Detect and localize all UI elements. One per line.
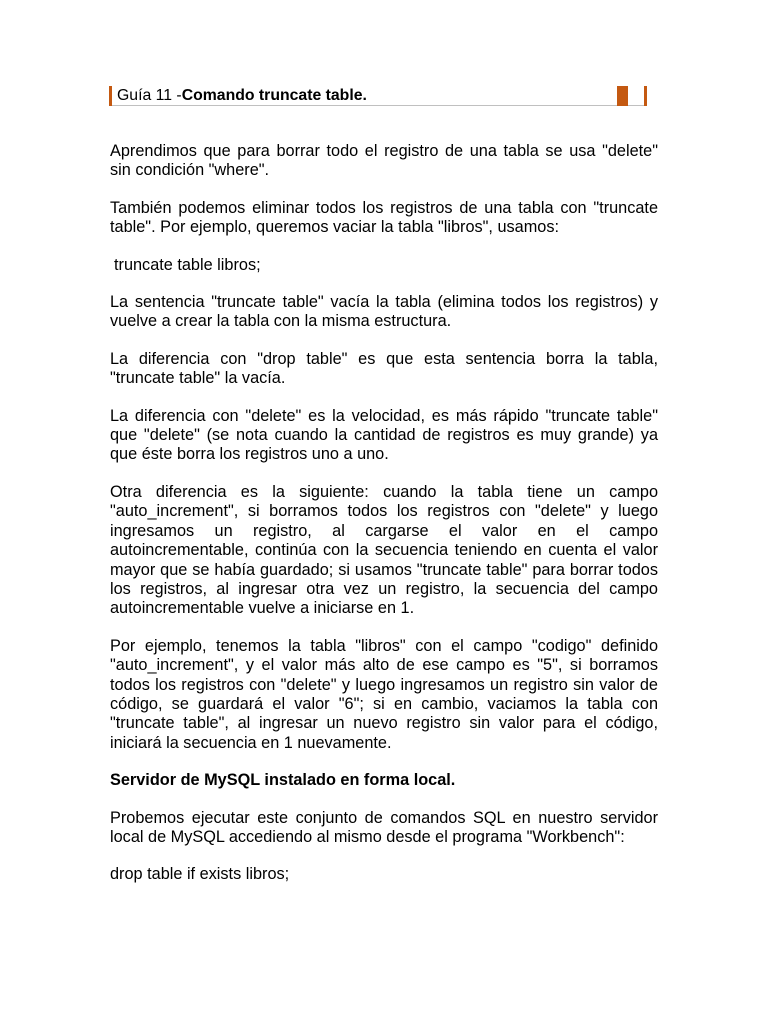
title-prefix: Guía 11 - (117, 87, 182, 104)
paragraph-example: Por ejemplo, tenemos la tabla "libros" con el campo "codigo" definido "auto_increment", y el valor más alto de ese campo es "5", si borramos todos los registros con "delete" y luego ingresamos un registro sin valor de código, se guardará el valor "6"; si en cambio, vaciamos la tabla con "truncate table", al ingresar un nuevo registro sin valor para el código, iniciará la secuencia en 1 nuevamente. (110, 636, 658, 752)
paragraph-truncate-description: La sentencia "truncate table" vacía la tabla (elimina todos los registros) y vuelve a crear la tabla con la misma estructura. (110, 293, 658, 331)
header-left-mark (109, 86, 112, 106)
page-header (109, 86, 649, 106)
section-heading-mysql: Servidor de MySQL instalado en forma local. (110, 771, 456, 790)
paragraph-drop-difference: La diferencia con "drop table" es que esta sentencia borra la tabla, "truncate table" la vacía. (110, 349, 658, 388)
document-body (110, 142, 658, 903)
code-truncate-example: truncate table libros; (114, 255, 261, 274)
paragraph-truncate-intro: También podemos eliminar todos los registros de una tabla con "truncate table". Por ejemplo, queremos vaciar la tabla "libros", usamos: (110, 198, 658, 237)
paragraph-workbench: Probemos ejecutar este conjunto de comandos SQL en nuestro servidor local de MySQL accediendo al mismo desde el programa "Workbench": (110, 808, 658, 846)
title-bold: Comando truncate table. (181, 87, 367, 104)
paragraph-auto-increment: Otra diferencia es la siguiente: cuando la tabla tiene un campo "auto_increment", si borramos todos los registros con "delete" y luego ingresamos un registro, al cargarse el valor en el campo autoincrementable, continúa con la secuencia teniendo en cuenta el valor mayor que se había guardado; si usamos "truncate table" para borrar todos los registros, al ingresar otra vez un registro, la secuencia del campo autoincrementable vuelve a iniciarse en 1. (110, 482, 658, 618)
header-right-block (617, 86, 628, 106)
paragraph-delete-speed: La diferencia con "delete" es la velocidad, es más rápido "truncate table" que "delete" (se nota cuando la cantidad de registros es muy grande) ya que éste borra los registros uno a uno. (110, 406, 658, 464)
code-drop-table: drop table if exists libros; (110, 865, 290, 884)
header-right-bar (644, 86, 647, 106)
paragraph-intro: Aprendimos que para borrar todo el registro de una tabla se usa "delete" sin condición "where". (110, 142, 658, 180)
page-title (117, 86, 367, 106)
